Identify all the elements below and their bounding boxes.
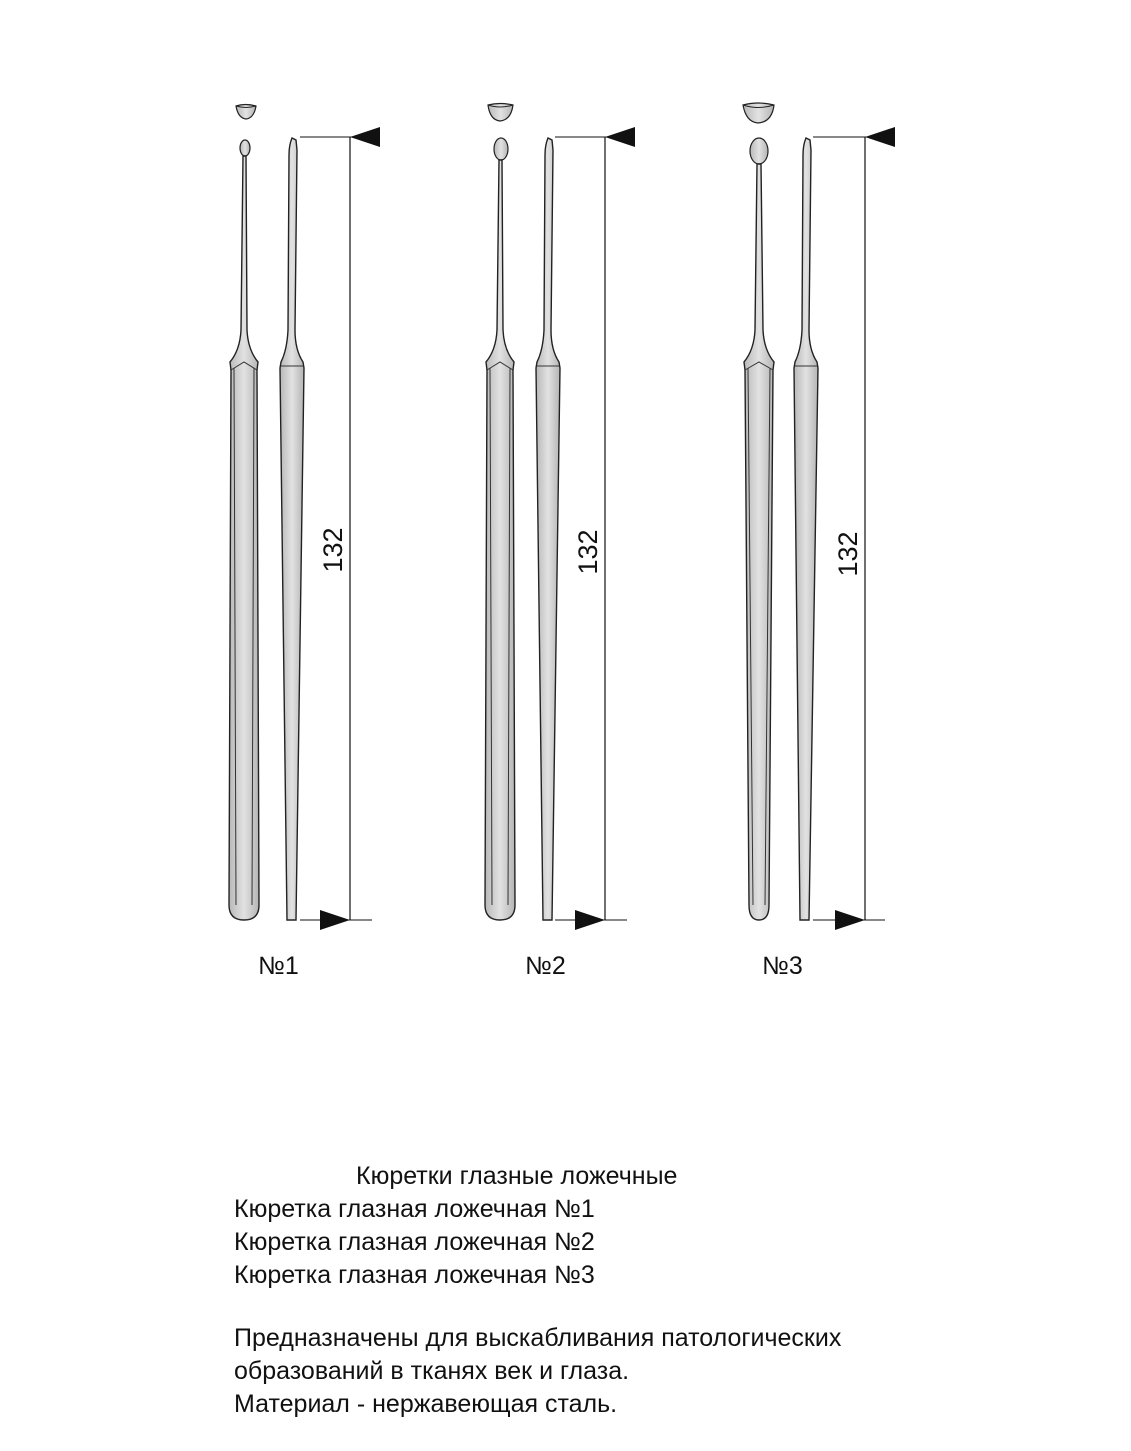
spacer (234, 1292, 841, 1322)
instrument-label-3: №3 (762, 952, 803, 980)
instrument-label-2: №2 (525, 952, 566, 980)
dimension-line (555, 137, 627, 920)
description-item: Кюретка глазная ложечная №3 (234, 1261, 595, 1289)
spoon-cross-section-icon (488, 104, 513, 122)
spoon-cross-section-icon (236, 105, 256, 120)
dimension-value-1: 132 (318, 527, 348, 573)
curette-front-view (744, 138, 774, 920)
curette-front-view (229, 140, 259, 920)
curette-3 (743, 103, 885, 920)
curette-side-view (536, 138, 560, 920)
curette-1 (229, 105, 372, 921)
dimension-value-2: 132 (573, 529, 603, 575)
description-item: Кюретка глазная ложечная №1 (234, 1195, 595, 1223)
curette-side-view (280, 138, 304, 920)
description-item: Кюретка глазная ложечная №2 (234, 1228, 595, 1256)
curette-front-view (485, 138, 515, 920)
description-title: Кюретки глазные ложечные (356, 1162, 678, 1190)
purpose-text: образований в тканях век и глаза. (234, 1357, 630, 1385)
curette-side-view (794, 138, 818, 920)
dimension-value-3: 132 (833, 531, 863, 577)
dimension-line (813, 137, 885, 920)
spoon-cross-section-icon (743, 103, 774, 123)
material-text: Материал - нержавеющая сталь. (234, 1390, 618, 1418)
instrument-label-1: №1 (258, 952, 299, 980)
purpose-text: Предназначены для выскабливания патологических (234, 1324, 842, 1352)
curette-2 (485, 104, 627, 921)
description-block (234, 1160, 841, 1421)
